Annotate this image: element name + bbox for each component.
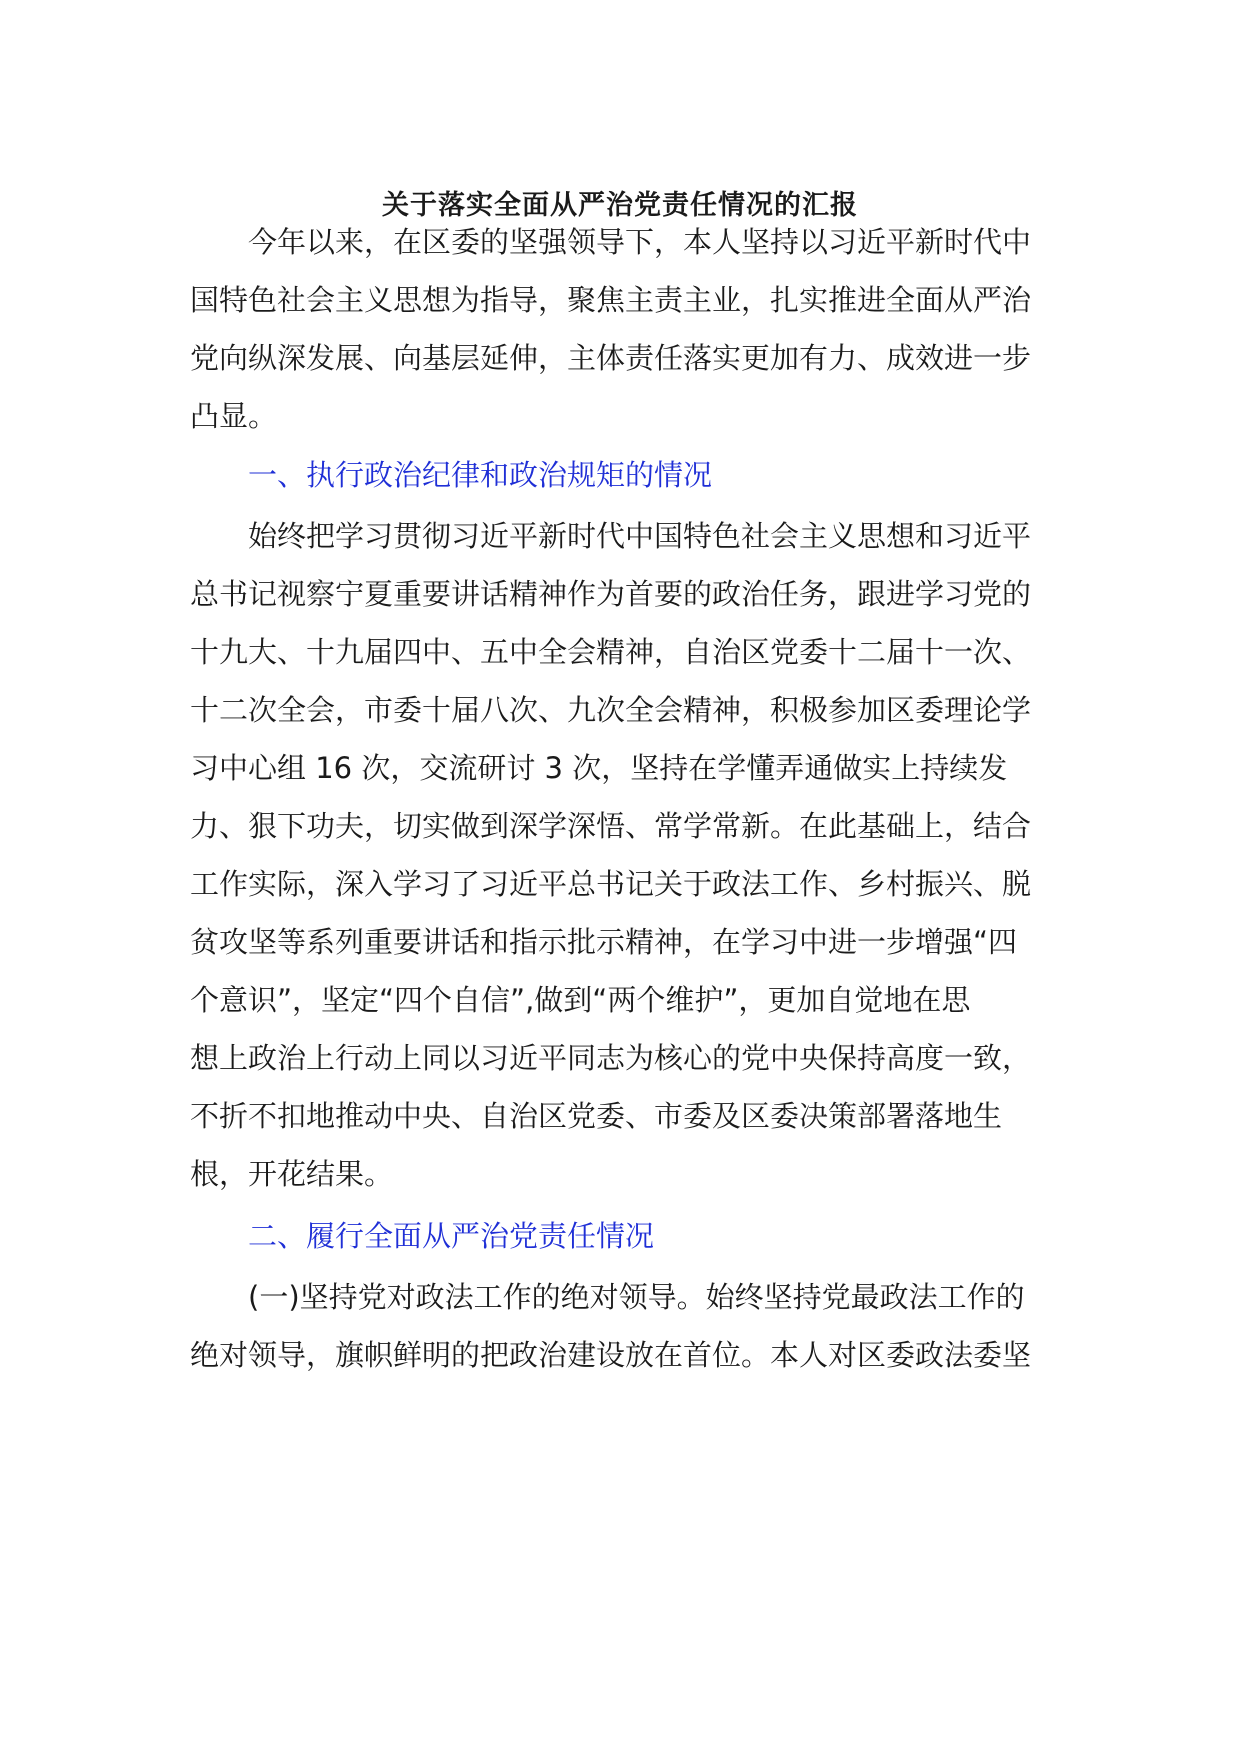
paragraph-line: 绝对领导，旗帜鲜明的把政治建设放在首位。本人对区委政法委坚 <box>190 1338 1032 1372</box>
paragraph-line: 个意识”，坚定“四个自信”,做到“两个维护”，更加自觉地在思 <box>190 983 971 1017</box>
paragraph-line: 力、狠下功夫，切实做到深学深悟、常学常新。在此基础上，结合 <box>190 809 1032 843</box>
paragraph-line: 想上政治上行动上同以习近平同志为核心的党中央保持高度一致， <box>190 1041 1032 1075</box>
paragraph-line: 贫攻坚等系列重要讲话和指示批示精神，在学习中进一步增强“四 <box>190 925 1018 959</box>
paragraph-line: 习中心组 16 次，交流研讨 3 次，坚持在学懂弄通做实上持续发 <box>190 751 1008 785</box>
paragraph-line: 总书记视察宁夏重要讲话精神作为首要的政治任务，跟进学习党的 <box>190 577 1032 611</box>
paragraph-line: 不折不扣地推动中央、自治区党委、市委及区委决策部署落地生 <box>190 1099 1003 1133</box>
paragraph-line: 党向纵深发展、向基层延伸，主体责任落实更加有力、成效进一步 <box>190 341 1032 375</box>
paragraph-line: 十二次全会，市委十届八次、九次全会精神，积极参加区委理论学 <box>190 693 1032 727</box>
paragraph-line: 今年以来，在区委的坚强领导下，本人坚持以习近平新时代中 <box>248 225 1032 259</box>
paragraph-line: 十九大、十九届四中、五中全会精神，自治区党委十二届十一次、 <box>190 635 1032 669</box>
paragraph-line: 根，开花结果。 <box>190 1157 394 1191</box>
paragraph-line: 工作实际，深入学习了习近平总书记关于政法工作、乡村振兴、脱 <box>190 867 1032 901</box>
section-heading-2: 二、履行全面从严治党责任情况 <box>248 1219 655 1253</box>
paragraph-line: 国特色社会主义思想为指导，聚焦主责主业，扎实推进全面从严治 <box>190 283 1032 317</box>
paragraph-line: (一)坚持党对政法工作的绝对领导。始终坚持党最政法工作的 <box>248 1280 1025 1314</box>
document-title: 关于落实全面从严治党责任情况的汇报 <box>382 190 858 221</box>
paragraph-line: 凸显。 <box>190 399 278 433</box>
section-heading-1: 一、执行政治纪律和政治规矩的情况 <box>248 458 713 492</box>
paragraph-line: 始终把学习贯彻习近平新时代中国特色社会主义思想和习近平 <box>248 519 1032 553</box>
